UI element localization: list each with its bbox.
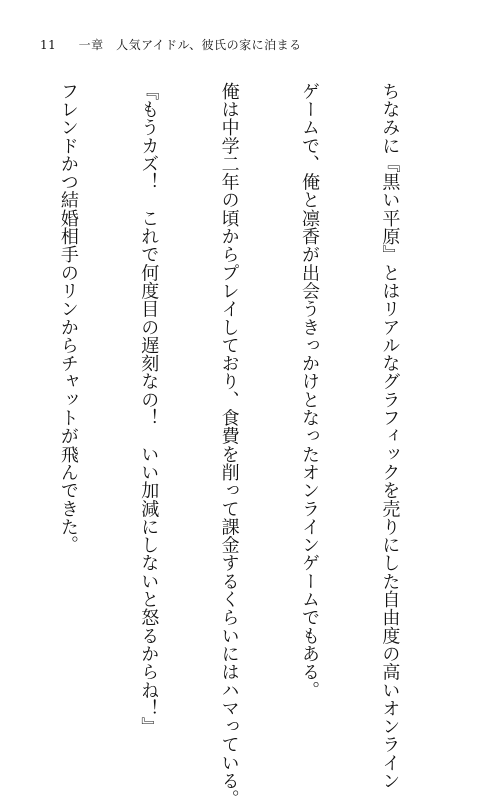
- text-line: 『もうカズ！ これで何度目の遅刻なの！ いい加減にしないと怒るからね！』: [134, 82, 161, 682]
- page-number: 11: [40, 38, 56, 52]
- text-line: 俺は中学二年の頃からプレイしており、食費を削って課金するくらいにはハマっている。: [215, 82, 242, 682]
- chapter-title: 一章 人気アイドル、彼氏の家に泊まる: [79, 38, 302, 52]
- text-line: ゲームで、俺と凛香が出会うきっかけとなったオンラインゲームでもある。: [295, 82, 322, 682]
- text-line: ちなみに『黒い平原』とはリアルなグラフィックを売りにした自由度の高いオンライン: [376, 82, 403, 682]
- text-line: フレンドかつ結婚相手のリンからチャットが飛んできた。: [54, 82, 81, 682]
- running-header: [40, 38, 302, 52]
- vertical-body-text: [0, 82, 456, 682]
